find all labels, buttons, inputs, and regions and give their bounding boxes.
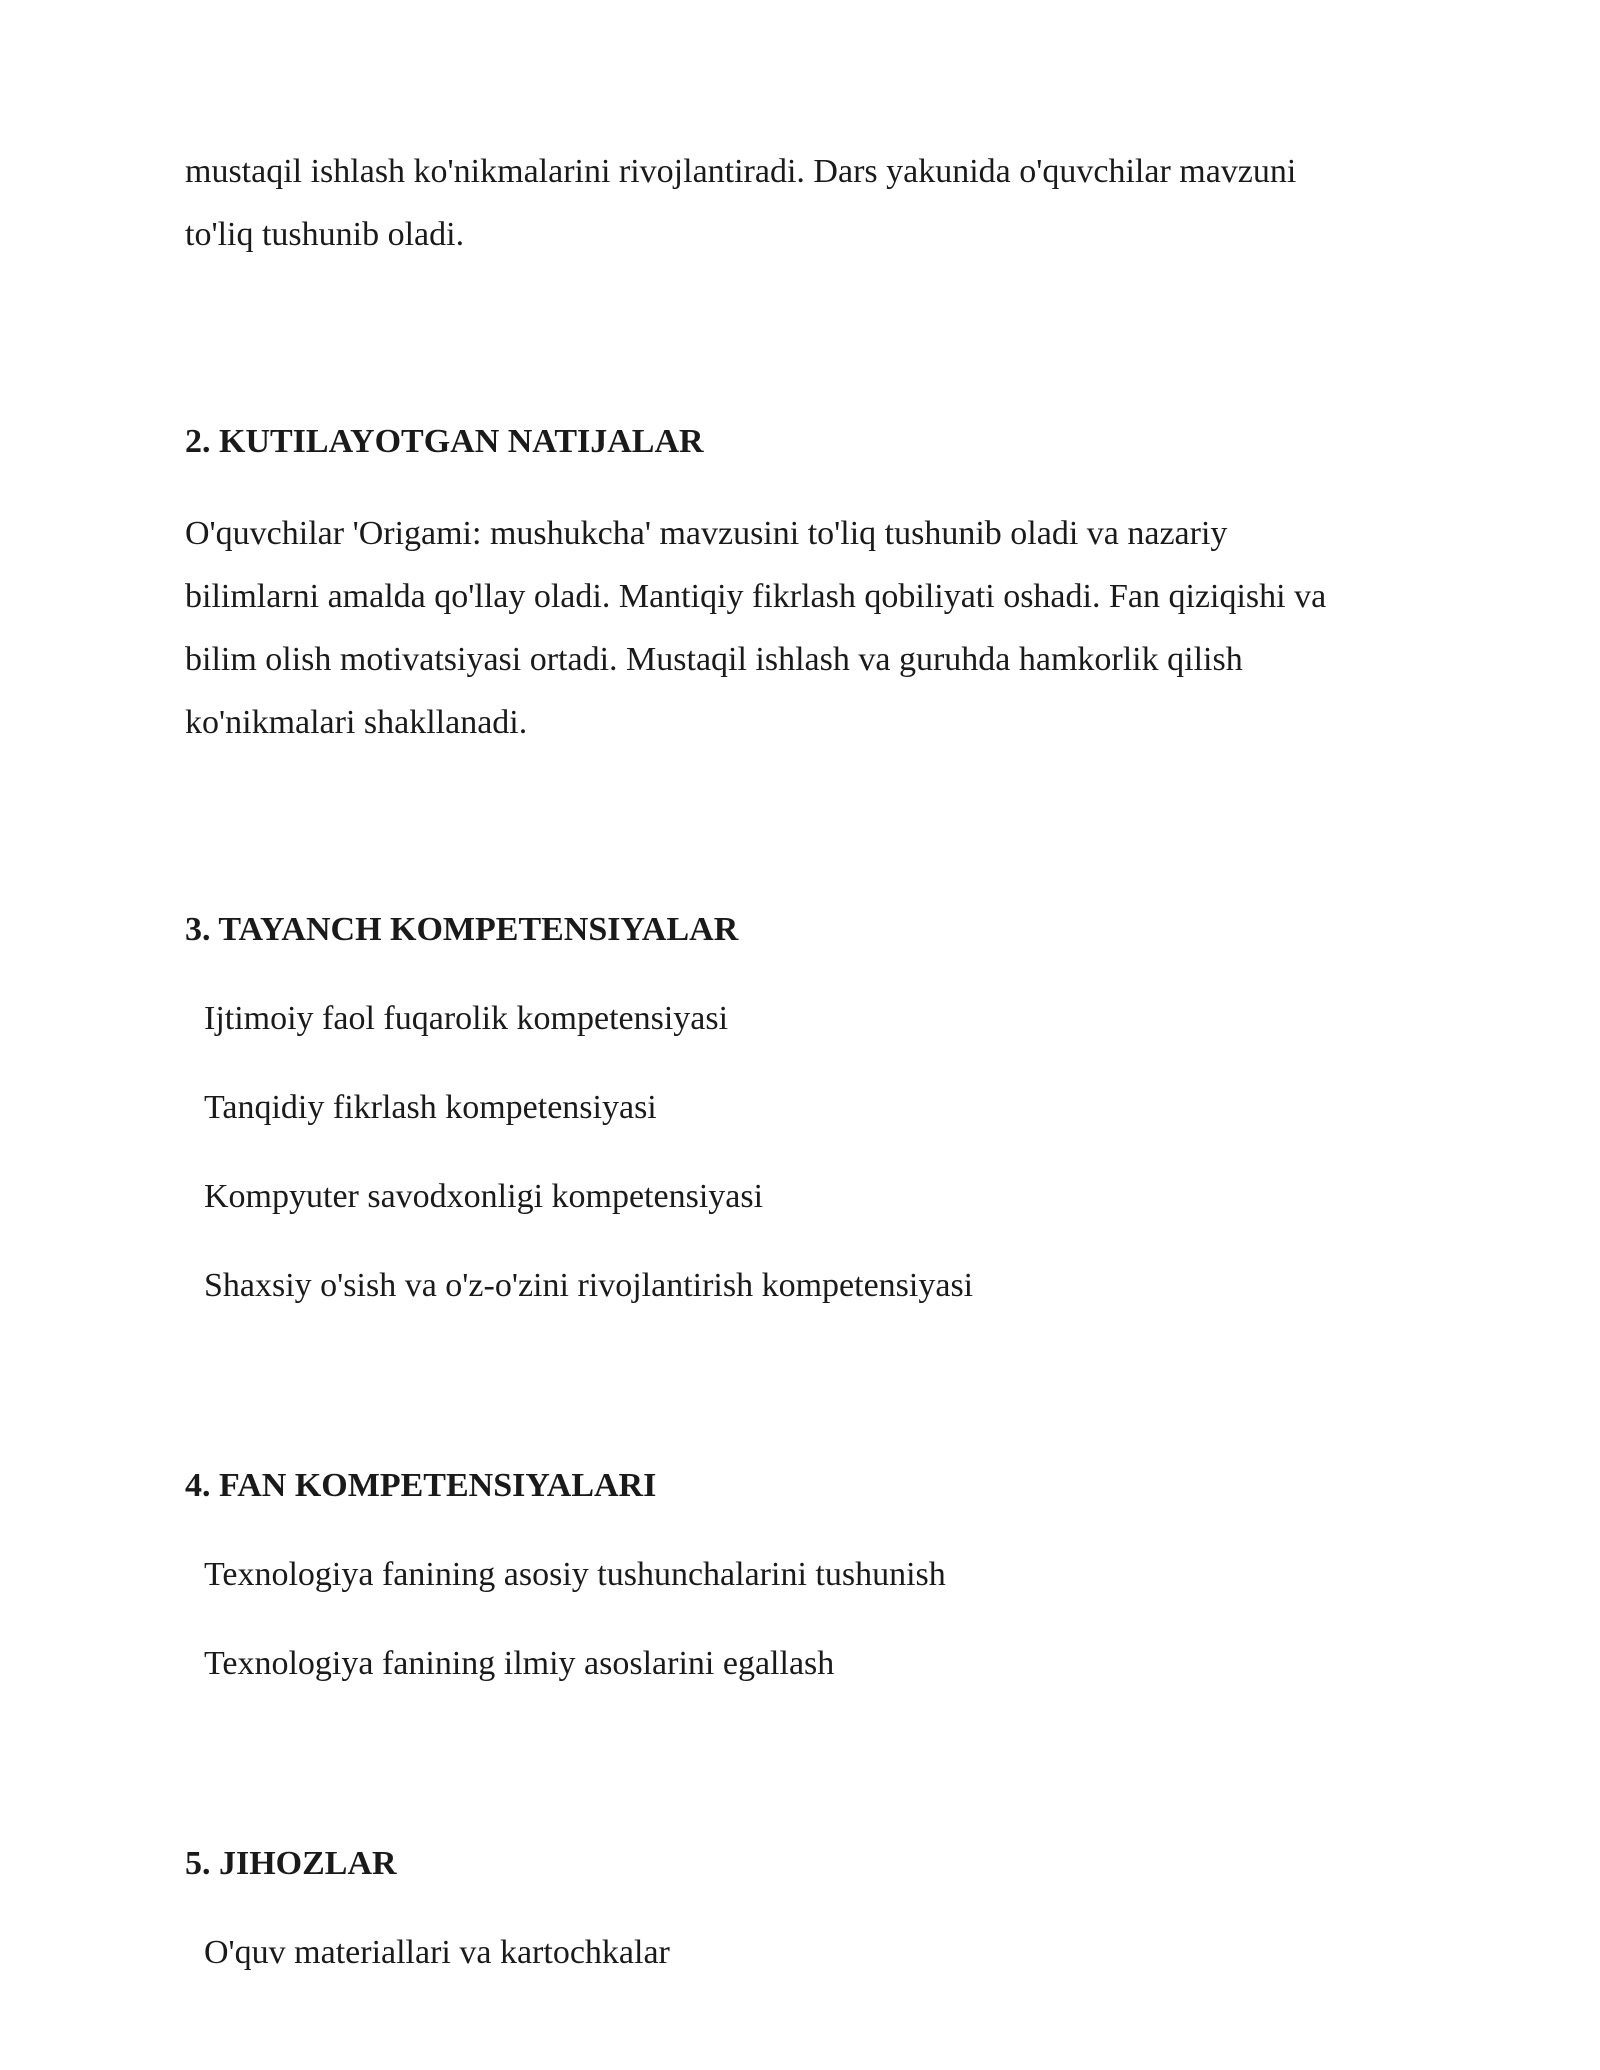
expected-results-paragraph — [185, 502, 1445, 754]
section-heading-expected-results: 2. KUTILAYOTGAN NATIJALAR — [185, 423, 704, 460]
paragraph-line: ko'nikmalari shakllanadi. — [185, 704, 528, 741]
intro-line: to'liq tushunib oladi. — [185, 216, 465, 253]
section-heading-equipment: 5. JIHOZLAR — [185, 1845, 397, 1882]
list-item: Kompyuter savodxonligi kompetensiyasi — [204, 1178, 764, 1215]
document-page — [185, 140, 1445, 1973]
list-item: Shaxsiy o'sish va o'z-o'zini rivojlantirish kompetensiyasi — [204, 1267, 974, 1304]
equipment-list — [185, 1933, 1445, 1973]
section-heading-subject-competencies: 4. FAN KOMPETENSIYALARI — [185, 1467, 657, 1504]
list-item: Tanqidiy fikrlash kompetensiyasi — [204, 1089, 657, 1126]
paragraph-line: bilim olish motivatsiyasi ortadi. Mustaqil ishlash va guruhda hamkorlik qilish — [185, 641, 1243, 678]
section-heading-core-competencies: 3. TAYANCH KOMPETENSIYALAR — [185, 911, 739, 948]
intro-line: mustaqil ishlash ko'nikmalarini rivojlantiradi. Dars yakunida o'quvchilar mavzuni — [185, 153, 1297, 190]
list-item: Ijtimoiy faol fuqarolik kompetensiyasi — [204, 1000, 729, 1037]
list-item: Texnologiya fanining asosiy tushunchalarini tushunish — [204, 1556, 946, 1593]
list-item: Texnologiya fanining ilmiy asoslarini egallash — [204, 1645, 835, 1682]
core-competencies-list — [185, 999, 1445, 1306]
subject-competencies-list — [185, 1555, 1445, 1684]
paragraph-line: bilimlarni amalda qo'llay oladi. Mantiqiy fikrlash qobiliyati oshadi. Fan qiziqishi va — [185, 578, 1327, 615]
list-item: O'quv materiallari va kartochkalar — [204, 1934, 670, 1971]
paragraph-line: O'quvchilar 'Origami: mushukcha' mavzusini to'liq tushunib oladi va nazariy — [185, 515, 1228, 552]
intro-paragraph — [185, 140, 1445, 266]
